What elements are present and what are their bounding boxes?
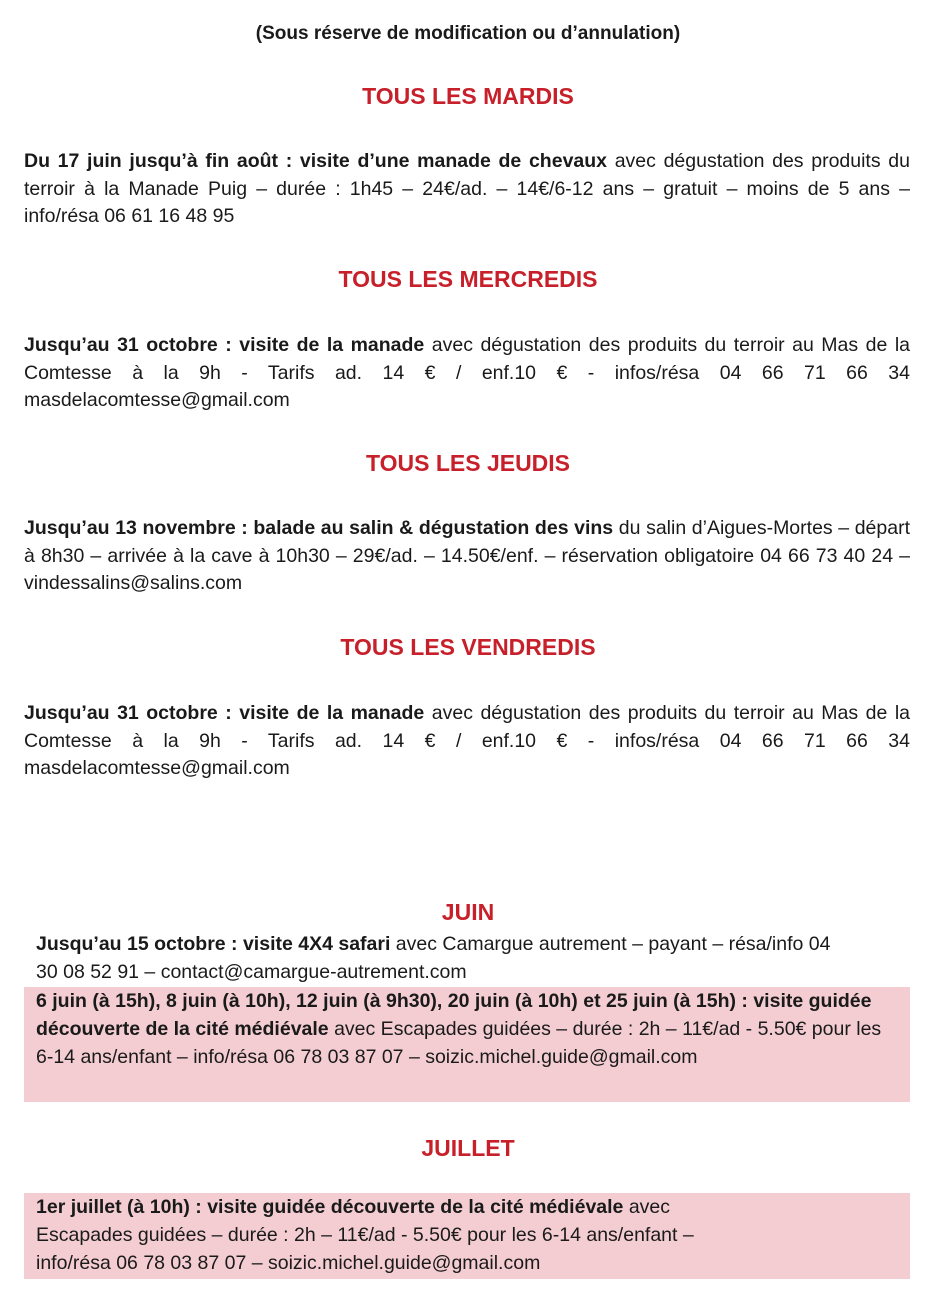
- paragraph-jeudis-text: du salin d’Aigues-Mortes – départ à 8h30 – arrivée à la cave à 10h30 – 29€/ad. – 14.50€/enf. – réservation obligatoire 04 66 73 40 24 – vindessalins@salins.com: [24, 517, 910, 594]
- paragraph-vendredis-text: avec dégustation des produits du terroir au Mas de la Comtesse à la 9h - Tarifs ad. 14 € / enf.10 € - infos/résa 04 66 71 66 34 masdelacomtesse@gmail.com: [24, 702, 910, 779]
- paragraph-mercredis: [24, 332, 910, 415]
- event-juillet-cite-text: avec Escapades guidées – durée : 2h – 11€/ad - 5.50€ pour les 6-14 ans/enfant – info/résa 06 78 03 87 07 – soizic.michel.guide@gmail.com: [36, 1196, 694, 1274]
- event-juin-safari-bold: Jusqu’au 15 octobre : visite 4X4 safari: [36, 933, 391, 955]
- event-juin-cite-bold: 6 juin (à 15h), 8 juin (à 10h), 12 juin (à 9h30), 20 juin (à 10h) et 25 juin (à 15h) : visite guidée découverte de la cité médiévale: [36, 990, 872, 1040]
- heading-juillet: JUILLET: [421, 1135, 515, 1161]
- event-juin-cite-medievale: [24, 987, 910, 1102]
- paragraph-mercredis-text: avec dégustation des produits du terroir au Mas de la Comtesse à la 9h - Tarifs ad. 14 € / enf.10 € - infos/résa 04 66 71 66 34 masdelacomtesse@gmail.com: [24, 334, 910, 411]
- disclaimer: (Sous réserve de modification ou d’annulation): [255, 23, 681, 44]
- paragraph-vendredis: [24, 700, 910, 783]
- paragraph-vendredis-bold: Jusqu’au 31 octobre : visite de la manade: [24, 702, 425, 724]
- event-juillet-cite-medievale: [24, 1193, 910, 1279]
- paragraph-mardis-bold: Du 17 juin jusqu’à fin août : visite d’une manade de chevaux: [24, 150, 608, 172]
- paragraph-jeudis-bold: Jusqu’au 13 novembre : balade au salin & dégustation des vins: [24, 517, 614, 539]
- heading-mardis: TOUS LES MARDIS: [362, 83, 574, 109]
- event-juin-safari-text: avec Camargue autrement – payant – résa/info 04 30 08 52 91 – contact@camargue-autrement.com: [36, 933, 831, 983]
- paragraph-mercredis-bold: Jusqu’au 31 octobre : visite de la manade: [24, 334, 425, 356]
- event-juillet-cite-bold: 1er juillet (à 10h) : visite guidée découverte de la cité médiévale: [36, 1196, 624, 1218]
- heading-mercredis: TOUS LES MERCREDIS: [338, 266, 598, 292]
- event-juin-safari: [24, 930, 910, 986]
- heading-vendredis: TOUS LES VENDREDIS: [340, 634, 596, 660]
- heading-jeudis: TOUS LES JEUDIS: [365, 450, 571, 476]
- paragraph-jeudis: [24, 515, 910, 598]
- heading-juin: JUIN: [441, 899, 495, 925]
- paragraph-mardis: [24, 148, 910, 231]
- event-juin-cite-text: avec Escapades guidées – durée : 2h – 11€/ad - 5.50€ pour les 6-14 ans/enfant – info/résa 06 78 03 87 07 – soizic.michel.guide@gmail.com: [36, 1018, 882, 1068]
- paragraph-mardis-text: avec dégustation des produits du terroir à la Manade Puig – durée : 1h45 – 24€/ad. – 14€/6-12 ans – gratuit – moins de 5 ans – info/résa 06 61 16 48 95: [24, 150, 910, 227]
